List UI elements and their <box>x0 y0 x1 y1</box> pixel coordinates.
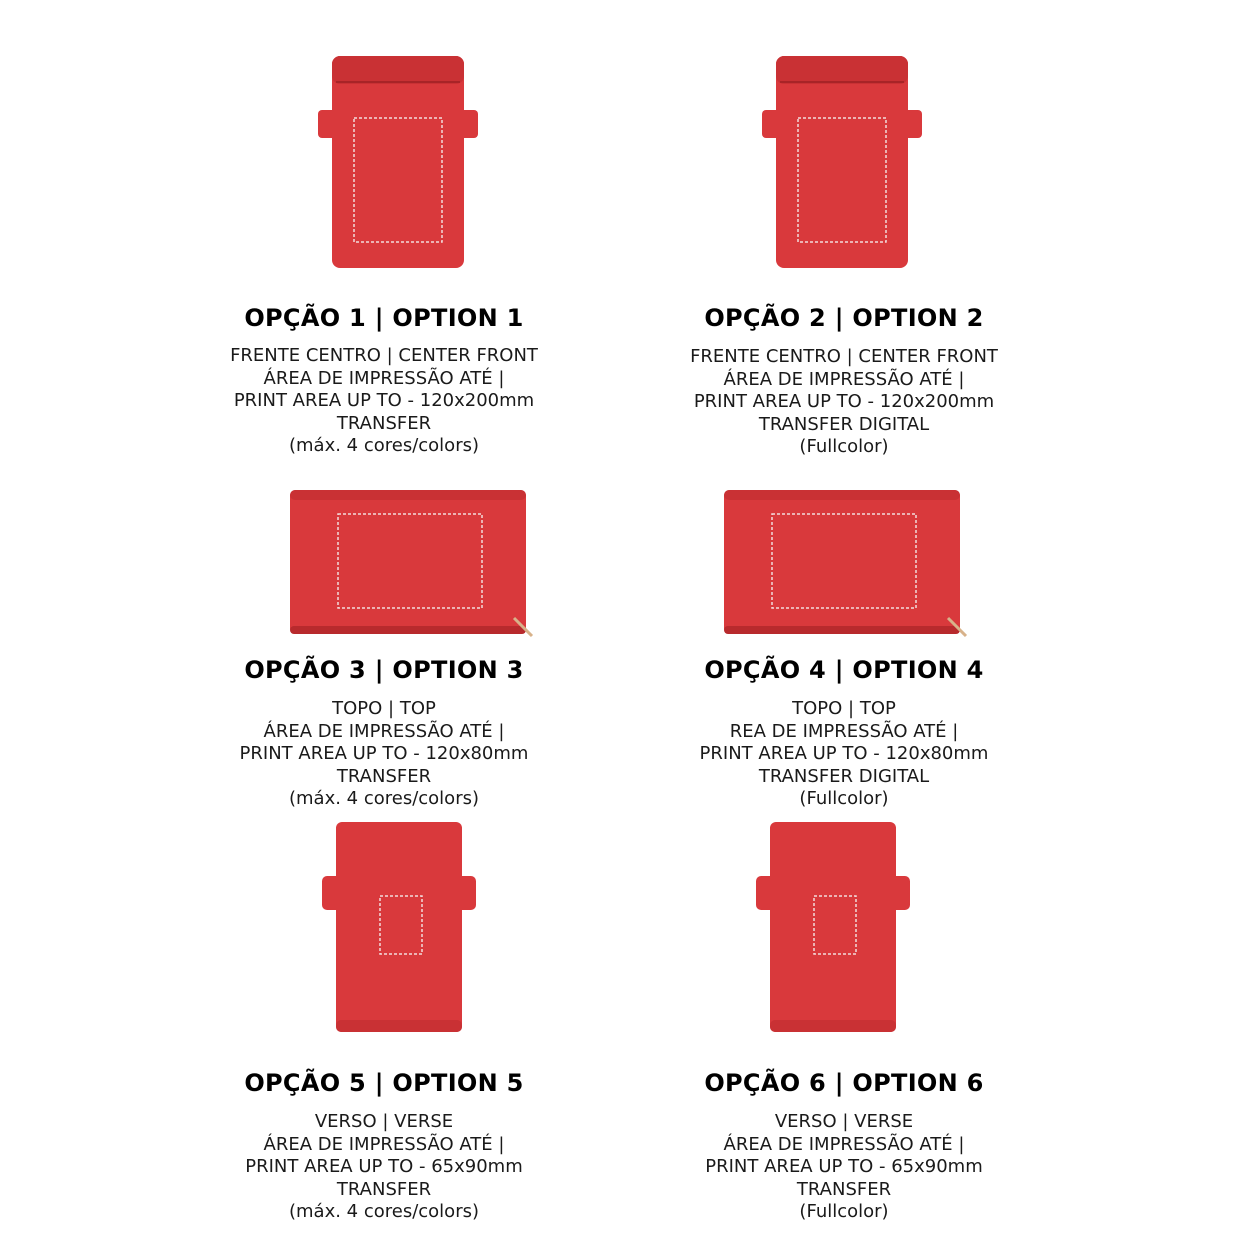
placement-line: TOPO | TOP <box>332 698 436 719</box>
colors-line: (Fullcolor) <box>799 436 889 458</box>
bag-back-image-option-6 <box>756 820 910 1036</box>
area-line: REA DE IMPRESSÃO ATÉ | <box>729 720 959 742</box>
technique-line: TRANSFER <box>336 412 432 434</box>
area-line: ÁREA DE IMPRESSÃO ATÉ | <box>723 1133 965 1155</box>
bag-back-image-option-5 <box>322 820 476 1036</box>
placement-line: VERSO | VERSE <box>314 1111 454 1132</box>
placement-line: TOPO | TOP <box>792 698 896 719</box>
option-description <box>564 346 1124 459</box>
bag-front-image-option-1 <box>318 52 478 272</box>
technique-line: TRANSFER DIGITAL <box>758 413 930 435</box>
option-description <box>564 1111 1124 1224</box>
technique-line: TRANSFER <box>336 765 432 787</box>
placement-line: FRENTE CENTRO | CENTER FRONT <box>690 346 998 367</box>
bag-front-image-option-2 <box>762 52 922 272</box>
area-line: ÁREA DE IMPRESSÃO ATÉ | <box>263 1133 505 1155</box>
option-title: OPÇÃO 6 | OPTION 6 <box>704 1069 984 1097</box>
option-title: OPÇÃO 2 | OPTION 2 <box>704 304 984 332</box>
technique-line: TRANSFER <box>796 1178 892 1200</box>
size-line: PRINT AREA UP TO - 65x90mm <box>705 1156 983 1178</box>
option-description <box>564 698 1124 811</box>
size-line: PRINT AREA UP TO - 120x200mm <box>693 391 995 413</box>
colors-line: (Fullcolor) <box>799 1201 889 1223</box>
option-title: OPÇÃO 4 | OPTION 4 <box>704 656 984 684</box>
technique-line: TRANSFER <box>336 1178 432 1200</box>
area-line: ÁREA DE IMPRESSÃO ATÉ | <box>723 368 965 390</box>
option-title: OPÇÃO 5 | OPTION 5 <box>244 1069 524 1097</box>
option-title: OPÇÃO 3 | OPTION 3 <box>244 656 524 684</box>
colors-line: (máx. 4 cores/colors) <box>288 788 479 810</box>
size-line: PRINT AREA UP TO - 120x80mm <box>699 743 989 765</box>
option-title: OPÇÃO 1 | OPTION 1 <box>244 304 524 332</box>
bag-top-image-option-3 <box>286 486 536 638</box>
area-line: ÁREA DE IMPRESSÃO ATÉ | <box>263 720 505 742</box>
colors-line: (Fullcolor) <box>799 788 889 810</box>
area-line: ÁREA DE IMPRESSÃO ATÉ | <box>263 367 505 389</box>
colors-line: (máx. 4 cores/colors) <box>288 435 479 457</box>
placement-line: FRENTE CENTRO | CENTER FRONT <box>230 345 538 366</box>
placement-line: VERSO | VERSE <box>774 1111 914 1132</box>
size-line: PRINT AREA UP TO - 65x90mm <box>245 1156 523 1178</box>
size-line: PRINT AREA UP TO - 120x80mm <box>239 743 529 765</box>
technique-line: TRANSFER DIGITAL <box>758 765 930 787</box>
size-line: PRINT AREA UP TO - 120x200mm <box>233 390 535 412</box>
bag-top-image-option-4 <box>720 486 970 638</box>
colors-line: (máx. 4 cores/colors) <box>288 1201 479 1223</box>
